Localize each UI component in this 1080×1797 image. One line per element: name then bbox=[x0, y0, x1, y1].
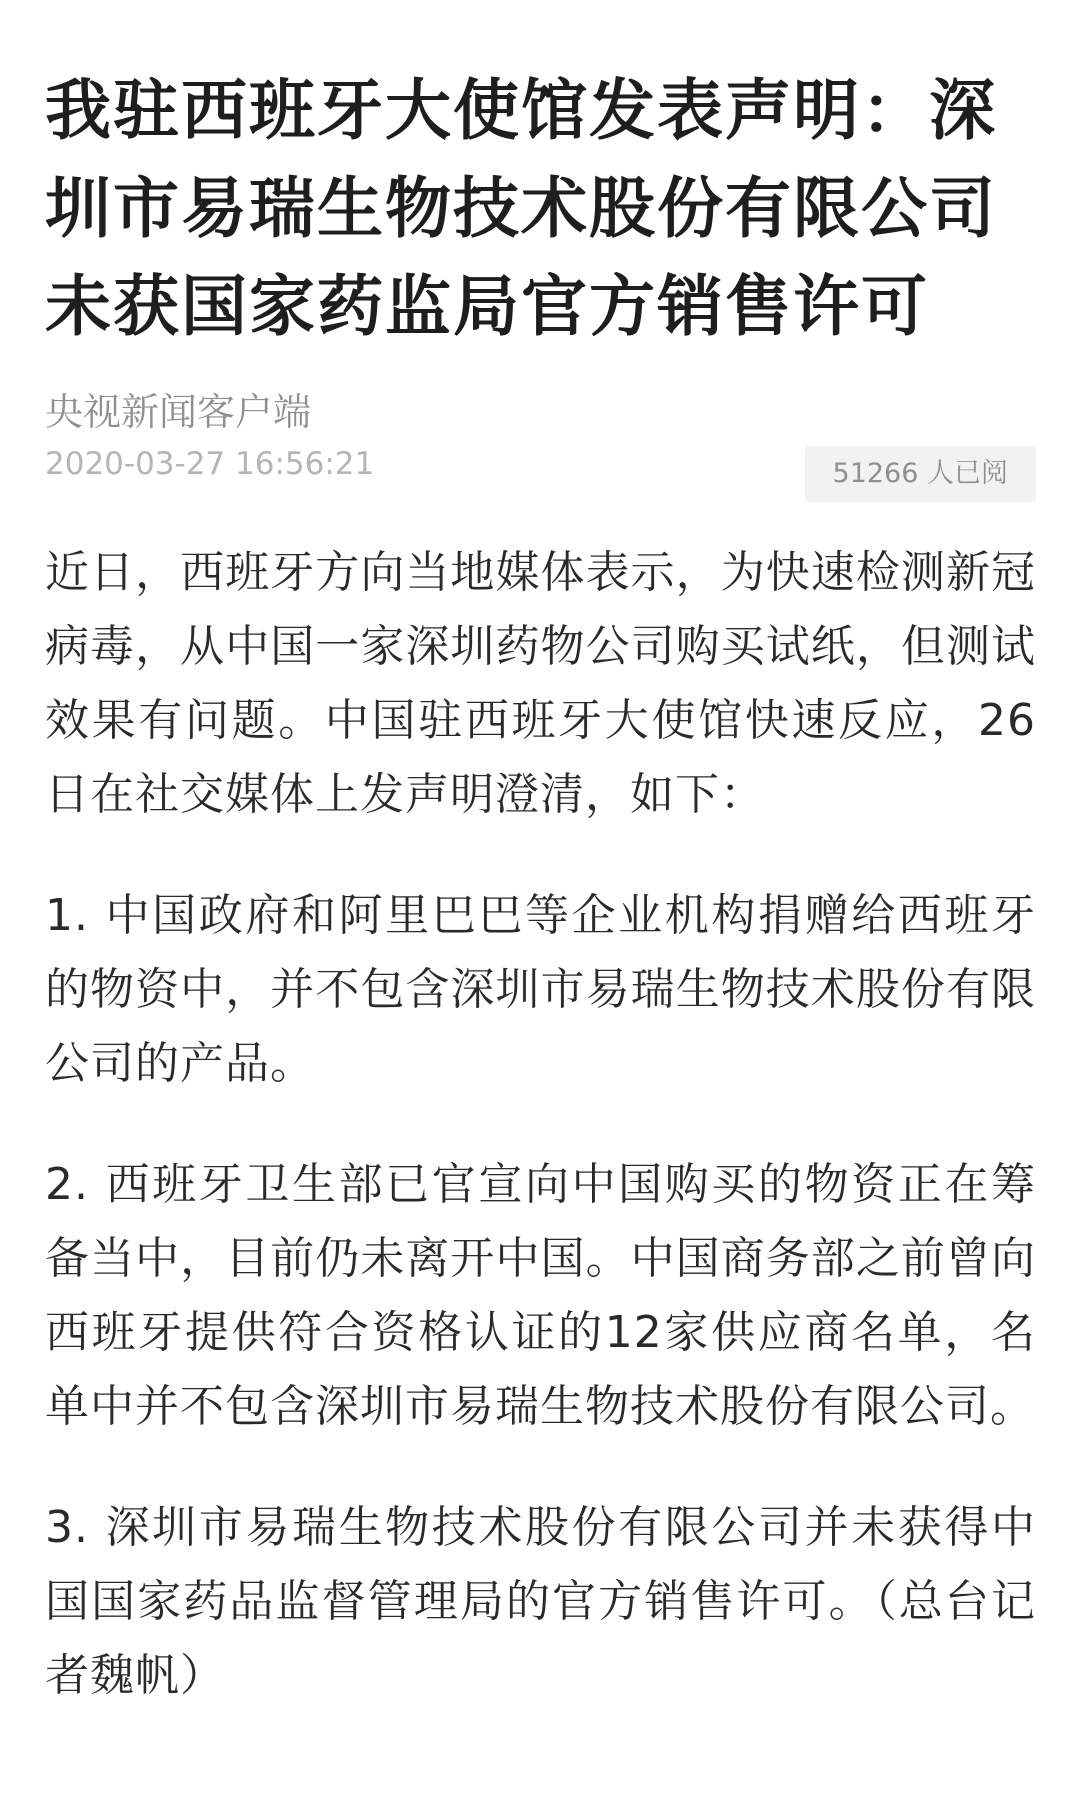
article-meta bbox=[45, 388, 1036, 498]
view-count-badge: 51266 人已阅 bbox=[805, 446, 1036, 502]
article-title: 我驻西班牙大使馆发表声明：深圳市易瑞生物技术股份有限公司未获国家药监局官方销售许可 bbox=[45, 72, 997, 345]
paragraph-point-1: 1. 中国政府和阿里巴巴等企业机构捐赠给西班牙的物资中，并不包含深圳市易瑞生物技术股份有限公司的产品。 bbox=[45, 890, 1036, 1089]
article-body bbox=[45, 536, 1036, 1713]
article-source[interactable]: 央视新闻客户端 bbox=[45, 390, 312, 434]
publish-timestamp: 2020-03-27 16:56:21 bbox=[45, 446, 375, 482]
paragraph-point-2: 2. 西班牙卫生部已官宣向中国购买的物资正在筹备当中，目前仍未离开中国。中国商务部之前曾向西班牙提供符合资格认证的12家供应商名单，名单中并不包含深圳市易瑞生物技术股份有限公司。 bbox=[45, 1159, 1036, 1432]
paragraph-point-3: 3. 深圳市易瑞生物技术股份有限公司并未获得中国国家药品监督管理局的官方销售许可。（总台记者魏帆） bbox=[45, 1502, 1036, 1701]
paragraph-intro: 近日，西班牙方向当地媒体表示，为快速检测新冠病毒，从中国一家深圳药物公司购买试纸，但测试效果有问题。中国驻西班牙大使馆快速反应，26日在社交媒体上发声明澄清，如下： bbox=[45, 547, 1036, 820]
